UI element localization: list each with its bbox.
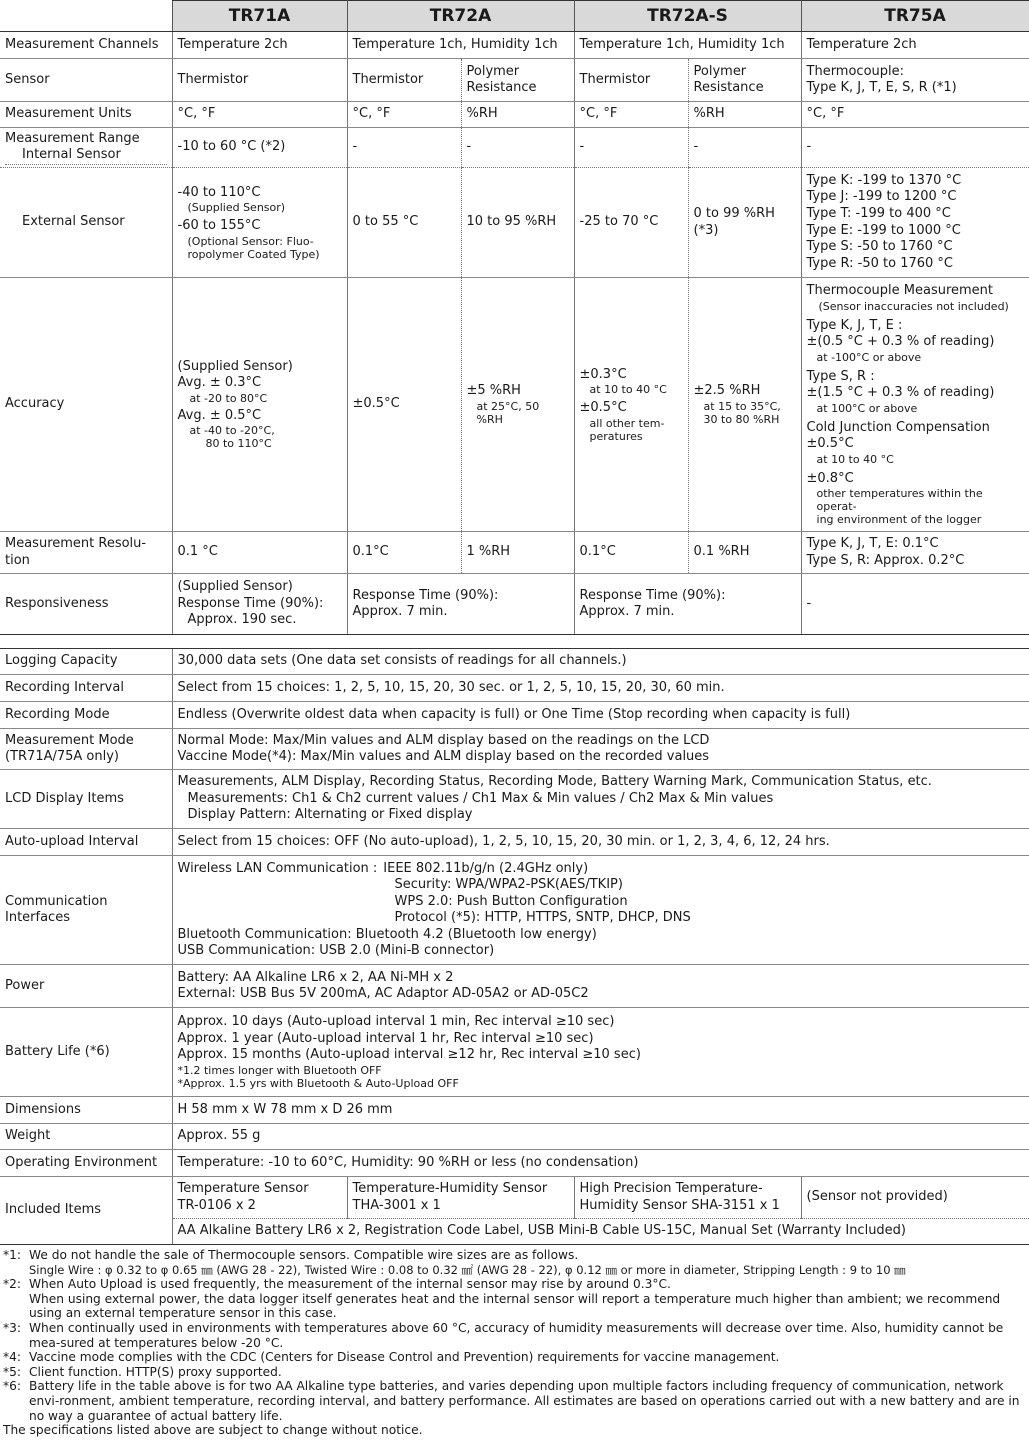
cell: Type K: -199 to 1370 °C Type J: -199 to 1200 °C Type T: -199 to 400 °C Type E: -199 to 1000 °C Type S: -50 to 1760 °C Type R: -50 to 1760 °C — [801, 168, 1029, 278]
cell: Battery: AA Alkaline LR6 x 2, AA Ni-MH x 2 External: USB Bus 5V 200mA, AC Adaptor AD-05A2 or AD-05C2 — [172, 965, 1029, 1008]
cell: Thermocouple Measurement (Sensor inaccuracies not included) Type K, J, T, E : ±(0.5 °C + 0.3 % of reading) at -100°C or above Type S, R : ±(1.5 °C + 0.3 % of reading) at 100°C or above Cold Junction Compensation ±0.5°C at 10 to 40 °C ±0.8°C other temperatures within the operat- ing environment of the logger — [801, 278, 1029, 532]
row-label: Measurement Mode (TR71A/75A only) — [0, 729, 172, 770]
row-auto-upload — [0, 829, 1029, 856]
cell: Response Time (90%): Approx. 7 min. — [574, 574, 801, 635]
cell: (Sensor not provided) — [801, 1177, 1029, 1219]
cell: Temperature 2ch — [801, 32, 1029, 59]
row-label: Battery Life (*6) — [0, 1008, 172, 1097]
row-label: Communication Interfaces — [0, 856, 172, 965]
cell: - — [461, 128, 574, 168]
row-label: Operating Environment — [0, 1150, 172, 1177]
cell: Thermistor — [347, 59, 461, 102]
row-label: Responsiveness — [0, 574, 172, 635]
header-blank — [0, 1, 172, 32]
row-label: Recording Interval — [0, 675, 172, 702]
cell: Temperature: -10 to 60°C, Humidity: 90 %RH or less (no condensation) — [172, 1150, 1029, 1177]
row-label: Dimensions — [0, 1097, 172, 1124]
row-label: LCD Display Items — [0, 770, 172, 829]
footnote: *4: Vaccine mode complies with the CDC (Centers for Disease Control and Prevention) requirements for vaccine management. — [3, 1350, 780, 1365]
footnotes — [0, 1245, 1029, 1438]
cell: Approx. 55 g — [172, 1124, 1029, 1150]
row-included — [0, 1177, 1029, 1219]
row-range-internal — [0, 128, 1029, 168]
cell: Measurements, ALM Display, Recording Status, Recording Mode, Battery Warning Mark, Communication Status, etc. Measurements: Ch1 & Ch2 current values / Ch1 Max & Min values / Ch2 Max & Min values Display Pattern: Alternating or Fixed display — [172, 770, 1029, 829]
cell: - — [574, 128, 688, 168]
row-sensor — [0, 59, 1029, 102]
cell: ±2.5 %RH at 15 to 35°C, 30 to 80 %RH — [688, 278, 801, 532]
row-resolution — [0, 532, 1029, 574]
cell: Thermistor — [172, 59, 347, 102]
row-label: Included Items — [0, 1177, 172, 1245]
cell: Endless (Overwrite oldest data when capacity is full) or One Time (Stop recording when capacity is full) — [172, 702, 1029, 729]
cell: 0 to 99 %RH (*3) — [688, 168, 801, 278]
row-responsiveness — [0, 574, 1029, 635]
cell: Normal Mode: Max/Min values and ALM display based on the readings on the LCD Vaccine Mode(*4): Max/Min values and ALM display based on the recorded values — [172, 729, 1029, 770]
cell: (Supplied Sensor) Response Time (90%): Approx. 190 sec. — [172, 574, 347, 635]
cell: - — [801, 128, 1029, 168]
cell: - — [347, 128, 461, 168]
cell: Thermistor — [574, 59, 688, 102]
row-label: Measurement Channels — [0, 32, 172, 59]
model-header-tr75a: TR75A — [801, 1, 1029, 32]
cell: %RH — [461, 102, 574, 128]
row-label: External Sensor — [0, 168, 172, 278]
cell: Temperature-Humidity Sensor THA-3001 x 1 — [347, 1177, 574, 1219]
model-header-tr72as: TR72A-S — [574, 1, 801, 32]
cell: °C, °F — [172, 102, 347, 128]
cell: %RH — [688, 102, 801, 128]
cell: Approx. 10 days (Auto-upload interval 1 min, Rec interval ≥10 sec) Approx. 1 year (Auto-upload interval 1 hr, Rec interval ≥10 sec) Approx. 15 months (Auto-upload interval ≥12 hr, Rec interval ≥10 sec) *1.2 times longer with Bluetooth OFF *Approx. 1.5 yrs with Bluetooth & Auto-Upload OFF — [172, 1008, 1029, 1097]
cell: 0.1°C — [347, 532, 461, 574]
row-label: Sensor — [0, 59, 172, 102]
row-logging — [0, 649, 1029, 675]
cell: -40 to 110°C (Supplied Sensor) -60 to 155°C (Optional Sensor: Fluo- ropolymer Coated Type) — [172, 168, 347, 278]
cell: 0.1 %RH — [688, 532, 801, 574]
cell: ±0.3°C at 10 to 40 °C ±0.5°C all other tem- peratures — [574, 278, 688, 532]
spec-table-common — [0, 648, 1029, 1245]
row-range-external — [0, 168, 1029, 278]
row-recording-mode — [0, 702, 1029, 729]
cell: Polymer Resistance — [688, 59, 801, 102]
row-label: Logging Capacity — [0, 649, 172, 675]
row-label: Measurement Units — [0, 102, 172, 128]
row-label: Recording Mode — [0, 702, 172, 729]
cell: - — [688, 128, 801, 168]
row-measurement-mode — [0, 729, 1029, 770]
model-header-row — [0, 1, 1029, 32]
footnote: *5: Client function. HTTP(S) proxy supported. — [3, 1364, 282, 1379]
row-label: Auto-upload Interval — [0, 829, 172, 856]
row-units — [0, 102, 1029, 128]
cell: Temperature 1ch, Humidity 1ch — [574, 32, 801, 59]
footnote: *3: When continually used in environments with temperatures above 60 °C, accuracy of humidity measurements will decrease over time. Also, humidity cannot be mea-sured at temperatures below -20 °C. — [3, 1320, 1004, 1350]
cell: Thermocouple: Type K, J, T, E, S, R (*1) — [801, 59, 1029, 102]
cell: 30,000 data sets (One data set consists of readings for all channels.) — [172, 649, 1029, 675]
row-label: Weight — [0, 1124, 172, 1150]
cell: °C, °F — [801, 102, 1029, 128]
cell: 0.1 °C — [172, 532, 347, 574]
cell: Type K, J, T, E: 0.1°C Type S, R: Approx. 0.2°C — [801, 532, 1029, 574]
cell: 10 to 95 %RH — [461, 168, 574, 278]
footnote: *1: We do not handle the sale of Thermocouple sensors. Compatible wire sizes are as follows. Single Wire : φ 0.32 to φ 0.65 ㎜ (AWG 28 - 22), Twisted Wire : 0.08 to 0.32 ㎟ (AWG 28 - 22), φ 0.12 ㎜ or more in diameter, Stripping Length : 9 to 10 ㎜ — [3, 1248, 906, 1277]
footnote: *2: When Auto Upload is used frequently, the measurement of the internal sensor may rise by around 0.3°C. When using external power, the data logger itself generates heat and the internal sensor will report a temperature much higher than ambient; we recommend using an external temperature sensor in this case. — [3, 1277, 1001, 1321]
cell: Temperature Sensor TR-0106 x 2 — [172, 1177, 347, 1219]
row-label: Measurement Range Internal Sensor — [0, 128, 172, 168]
cell: 1 %RH — [461, 532, 574, 574]
spec-table-models — [0, 0, 1029, 635]
row-battery — [0, 1008, 1029, 1097]
cell: H 58 mm x W 78 mm x D 26 mm — [172, 1097, 1029, 1124]
cell: Polymer Resistance — [461, 59, 574, 102]
footer-disclaimer: The specifications listed above are subject to change without notice. — [3, 1423, 423, 1438]
row-environment — [0, 1150, 1029, 1177]
row-interval — [0, 675, 1029, 702]
cell: Temperature 2ch — [172, 32, 347, 59]
cell: (Supplied Sensor) Avg. ± 0.3°C at -20 to 80°C Avg. ± 0.5°C at -40 to -20°C, 80 to 110°C — [172, 278, 347, 532]
row-label: Measurement Resolu- tion — [0, 532, 172, 574]
cell: °C, °F — [347, 102, 461, 128]
row-label: Power — [0, 965, 172, 1008]
cell: ±5 %RH at 25°C, 50 %RH — [461, 278, 574, 532]
footnote: *6: Battery life in the table above is for two AA Alkaline type batteries, and varies depending upon multiple factors including frequency of communication, network envi-ronment, ambient temperature, recording interval, and battery performance. All estimates are based on operations carried out with a new battery and are in no way a guarantee of actual battery life. — [3, 1379, 1020, 1423]
cell: ±0.5°C — [347, 278, 461, 532]
cell: High Precision Temperature- Humidity Sensor SHA-3151 x 1 — [574, 1177, 801, 1219]
row-channels — [0, 32, 1029, 59]
model-header-tr71a: TR71A — [172, 1, 347, 32]
cell: Select from 15 choices: OFF (No auto-upload), 1, 2, 5, 10, 15, 20, 30 min. or 1, 2, 3, 4, 6, 12, 24 hrs. — [172, 829, 1029, 856]
row-weight — [0, 1124, 1029, 1150]
cell: Temperature 1ch, Humidity 1ch — [347, 32, 574, 59]
cell: Select from 15 choices: 1, 2, 5, 10, 15, 20, 30 sec. or 1, 2, 5, 10, 15, 20, 30, 60 min. — [172, 675, 1029, 702]
cell: -25 to 70 °C — [574, 168, 688, 278]
row-lcd — [0, 770, 1029, 829]
cell: 0.1°C — [574, 532, 688, 574]
row-communication — [0, 856, 1029, 965]
row-label: Accuracy — [0, 278, 172, 532]
cell: AA Alkaline Battery LR6 x 2, Registration Code Label, USB Mini-B Cable US-15C, Manual Set (Warranty Included) — [172, 1219, 1029, 1245]
row-power — [0, 965, 1029, 1008]
cell: 0 to 55 °C — [347, 168, 461, 278]
cell: Wireless LAN Communication : IEEE 802.11b/g/n (2.4GHz only) Security: WPA/WPA2-PSK(AES/TKIP) WPS 2.0: Push Button Configuration Protocol (*5): HTTP, HTTPS, SNTP, DHCP, DNS Bluetooth Communication: Bluetooth 4.2 (Bluetooth low energy) USB Communication: USB 2.0 (Mini-B connector) — [172, 856, 1029, 965]
cell: - — [801, 574, 1029, 635]
row-dimensions — [0, 1097, 1029, 1124]
cell: °C, °F — [574, 102, 688, 128]
cell: Response Time (90%): Approx. 7 min. — [347, 574, 574, 635]
model-header-tr72a: TR72A — [347, 1, 574, 32]
row-accuracy — [0, 278, 1029, 532]
cell: -10 to 60 °C (*2) — [172, 128, 347, 168]
